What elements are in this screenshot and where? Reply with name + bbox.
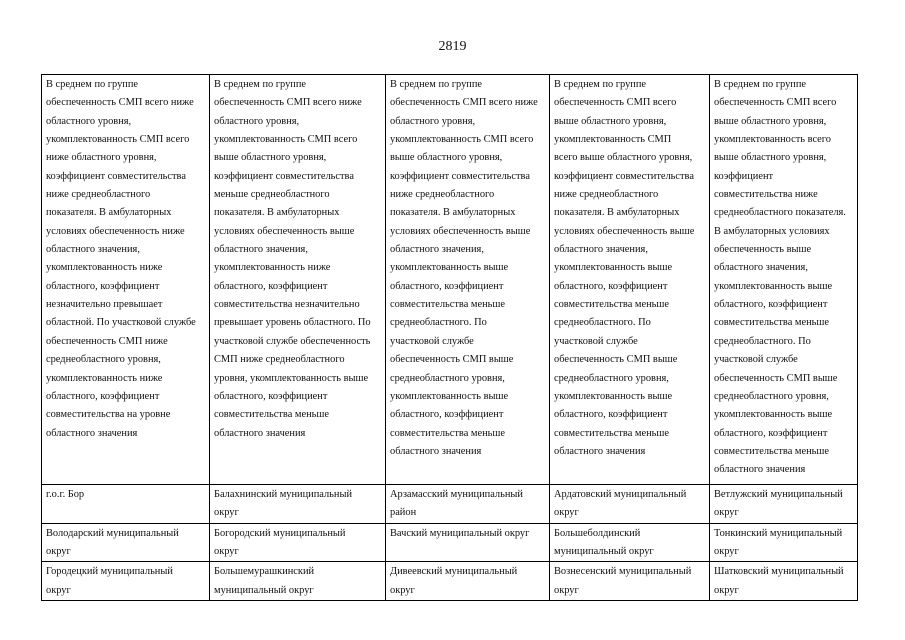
- cell-text-line: Арзамасский муниципальный: [390, 489, 523, 500]
- cell-text-line: ниже среднеобластного: [46, 189, 151, 201]
- cell-text-line: областной. По участковой службе: [46, 317, 196, 329]
- cell-text-line: областного, коэффициент: [390, 280, 504, 292]
- cell-text-line: совместительства ниже: [714, 189, 818, 201]
- district-cell: [386, 562, 550, 601]
- cell-text-line: условиях обеспеченность выше: [214, 225, 355, 237]
- cell-text-line: ниже среднеобластного: [554, 189, 659, 201]
- cell-text-line: В среднем по группе: [714, 79, 807, 90]
- cell-text-line: обеспеченность СМП всего: [554, 97, 677, 109]
- cell-text-line: муниципальный округ: [214, 584, 314, 596]
- cell-text-line: областного, коэффициент: [554, 409, 668, 421]
- cell-text-line: Дивеевский муниципальный: [390, 566, 518, 578]
- cell-text-line: областного, коэффициент: [46, 280, 160, 292]
- group-description-cell: [386, 75, 550, 485]
- cell-text-line: укомплектованность ниже: [214, 262, 331, 274]
- cell-text-line: Вачский муниципальный округ: [390, 527, 530, 539]
- cell-text-line: укомплектованность СМП всего: [214, 134, 358, 146]
- cell-text-line: условиях обеспеченность выше: [390, 225, 531, 237]
- group-description-cell: [42, 75, 210, 485]
- district-cell: [42, 562, 210, 601]
- cell-text-line: совместительства меньше: [214, 409, 330, 421]
- cell-text-line: округ: [714, 507, 739, 519]
- cell-text-line: выше областного уровня,: [214, 152, 327, 164]
- cell-text-line: показателя. В амбулаторных: [214, 207, 340, 219]
- district-cell: [42, 523, 210, 562]
- cell-text-line: совместительства меньше: [390, 427, 506, 439]
- cell-text-line: округ: [714, 546, 739, 558]
- cell-text-line: Городецкий муниципальный: [46, 566, 173, 578]
- cell-text-line: г.о.г. Бор: [46, 489, 85, 500]
- cell-text-line: обеспеченность СМП всего ниже: [390, 97, 538, 109]
- district-cell: [710, 523, 858, 562]
- cell-text-line: обеспеченность СМП всего: [714, 97, 837, 109]
- cell-text-line: выше областного уровня,: [390, 152, 503, 164]
- cell-text-line: среднеобластного. По: [554, 317, 651, 329]
- cell-text-line: областного уровня,: [390, 115, 476, 127]
- cell-text-line: укомплектованность всего: [714, 134, 831, 146]
- cell-text-line: среднеобластного показателя.: [714, 207, 846, 219]
- cell-text-line: обеспеченность СМП выше: [714, 372, 838, 384]
- cell-text-line: областного, коэффициент: [714, 299, 828, 311]
- cell-text-line: обеспеченность выше: [714, 244, 812, 256]
- cell-text-line: Большемурашкинский: [214, 566, 315, 578]
- cell-text-line: участковой службе обеспеченность: [214, 335, 371, 347]
- cell-text-line: СМП ниже среднеобластного: [214, 354, 345, 366]
- cell-text-line: укомплектованность СМП всего: [390, 134, 534, 146]
- cell-text-line: совместительства меньше: [714, 445, 830, 457]
- district-cell: [42, 485, 210, 524]
- cell-text-line: областного значения,: [714, 262, 808, 274]
- cell-text-line: областного уровня,: [46, 115, 132, 127]
- cell-text-line: областного значения: [390, 445, 482, 457]
- cell-text-line: Богородский муниципальный: [214, 527, 346, 539]
- cell-text-line: совместительства незначительно: [214, 299, 360, 311]
- district-cell: [550, 562, 710, 601]
- cell-text-line: ниже областного уровня,: [46, 152, 157, 164]
- cell-text-line: областного, коэффициент: [714, 427, 828, 439]
- cell-text-line: укомплектованность выше: [714, 409, 833, 421]
- cell-text-line: ниже среднеобластного: [390, 189, 495, 201]
- cell-text-line: областного значения: [214, 427, 306, 439]
- cell-text-line: В среднем по группе: [214, 79, 307, 90]
- cell-text-line: округ: [390, 584, 415, 596]
- cell-text-line: округ: [714, 584, 739, 596]
- cell-text-line: коэффициент совместительства: [554, 170, 694, 182]
- district-row: [42, 523, 858, 562]
- cell-text-line: областного, коэффициент: [214, 390, 328, 402]
- cell-text-line: Тонкинский муниципальный: [714, 527, 843, 539]
- cell-text-line: укомплектованность выше: [390, 262, 509, 274]
- district-cell: [550, 523, 710, 562]
- cell-text-line: Балахнинский муниципальный: [214, 489, 353, 500]
- cell-text-line: среднеобластного. По: [390, 317, 487, 329]
- cell-text-line: областного значения,: [214, 244, 308, 256]
- cell-text-line: совместительства меньше: [390, 299, 506, 311]
- cell-text-line: уровня, укомплектованность выше: [214, 372, 369, 384]
- cell-text-line: областного значения,: [46, 244, 140, 256]
- cell-text-line: незначительно превышает: [46, 299, 163, 311]
- cell-text-line: укомплектованность ниже: [46, 372, 163, 384]
- district-cell: [210, 523, 386, 562]
- cell-text-line: укомплектованность выше: [390, 390, 509, 402]
- cell-text-line: Шатковский муниципальный: [714, 566, 844, 578]
- cell-text-line: совместительства меньше: [554, 299, 670, 311]
- cell-text-line: коэффициент совместительства: [390, 170, 530, 182]
- cell-text-line: округ: [554, 507, 579, 519]
- district-cell: [210, 562, 386, 601]
- cell-text-line: В амбулаторных условиях: [714, 225, 830, 237]
- cell-text-line: участковой службе: [554, 335, 638, 347]
- cell-text-line: превышает уровень областного. По: [214, 317, 371, 329]
- cell-text-line: среднеобластного. По: [714, 335, 811, 347]
- district-cell: [386, 523, 550, 562]
- cell-text-line: совместительства меньше: [554, 427, 670, 439]
- cell-text-line: обеспеченность СМП выше: [390, 354, 514, 366]
- cell-text-line: округ: [214, 507, 239, 519]
- cell-text-line: район: [390, 507, 417, 519]
- cell-text-line: Володарский муниципальный: [46, 527, 179, 539]
- cell-text-line: муниципальный округ: [554, 546, 654, 558]
- cell-text-line: коэффициент совместительства: [214, 170, 354, 182]
- district-cell: [550, 485, 710, 524]
- district-row: [42, 485, 858, 524]
- cell-text-line: укомплектованность выше: [554, 262, 673, 274]
- cell-text-line: выше областного уровня,: [554, 115, 667, 127]
- cell-text-line: среднеобластного уровня,: [554, 372, 669, 384]
- cell-text-line: Большеболдинский: [554, 527, 641, 539]
- cell-text-line: показателя. В амбулаторных: [46, 207, 172, 219]
- page-number: 2819: [438, 39, 467, 54]
- cell-text-line: Ардатовский муниципальный: [554, 489, 687, 500]
- description-row: [42, 75, 858, 485]
- cell-text-line: округ: [554, 584, 579, 596]
- cell-text-line: условиях обеспеченность выше: [554, 225, 695, 237]
- cell-text-line: среднеобластного уровня,: [46, 354, 161, 366]
- cell-text-line: округ: [46, 546, 71, 558]
- cell-text-line: областного, коэффициент: [554, 280, 668, 292]
- cell-text-line: всего выше областного уровня,: [554, 152, 693, 164]
- district-cell: [710, 485, 858, 524]
- cell-text-line: округ: [214, 546, 239, 558]
- group-description-cell: [210, 75, 386, 485]
- cell-text-line: участковой службе: [390, 335, 474, 347]
- cell-text-line: областного значения: [46, 427, 138, 439]
- cell-text-line: областного, коэффициент: [214, 280, 328, 292]
- cell-text-line: совместительства меньше: [714, 317, 830, 329]
- groups-table: [41, 74, 858, 601]
- cell-text-line: условиях обеспеченность ниже: [46, 225, 185, 237]
- cell-text-line: Вознесенский муниципальный: [554, 566, 692, 578]
- cell-text-line: укомплектованность выше: [714, 280, 833, 292]
- cell-text-line: укомплектованность выше: [554, 390, 673, 402]
- cell-text-line: совместительства на уровне: [46, 409, 171, 421]
- cell-text-line: коэффициент совместительства: [46, 170, 186, 182]
- cell-text-line: обеспеченность СМП ниже: [46, 335, 168, 347]
- cell-text-line: обеспеченность СМП выше: [554, 354, 678, 366]
- cell-text-line: показателя. В амбулаторных: [554, 207, 680, 219]
- district-cell: [210, 485, 386, 524]
- cell-text-line: областного, коэффициент: [46, 390, 160, 402]
- cell-text-line: показателя. В амбулаторных: [390, 207, 516, 219]
- cell-text-line: В среднем по группе: [46, 79, 139, 90]
- cell-text-line: областного значения,: [554, 244, 648, 256]
- group-description-cell: [550, 75, 710, 485]
- group-description-cell: [710, 75, 858, 485]
- cell-text-line: В среднем по группе: [390, 79, 483, 90]
- cell-text-line: обеспеченность СМП всего ниже: [46, 97, 194, 109]
- cell-text-line: областного значения: [714, 464, 806, 476]
- cell-text-line: меньше среднеобластного: [214, 189, 330, 201]
- cell-text-line: областного уровня,: [214, 115, 300, 127]
- cell-text-line: укомплектованность ниже: [46, 262, 163, 274]
- cell-text-line: областного значения,: [390, 244, 484, 256]
- cell-text-line: Ветлужский муниципальный: [714, 489, 843, 500]
- cell-text-line: округ: [46, 584, 71, 596]
- cell-text-line: коэффициент: [714, 170, 774, 182]
- cell-text-line: обеспеченность СМП всего ниже: [214, 97, 362, 109]
- district-row: [42, 562, 858, 601]
- cell-text-line: среднеобластного уровня,: [390, 372, 505, 384]
- cell-text-line: областного, коэффициент: [390, 409, 504, 421]
- cell-text-line: выше областного уровня,: [714, 152, 827, 164]
- cell-text-line: выше областного уровня,: [714, 115, 827, 127]
- district-cell: [710, 562, 858, 601]
- cell-text-line: участковой службе: [714, 354, 798, 366]
- cell-text-line: укомплектованность СМП всего: [46, 134, 190, 146]
- district-cell: [386, 485, 550, 524]
- cell-text-line: В среднем по группе: [554, 79, 647, 90]
- cell-text-line: среднеобластного уровня,: [714, 390, 829, 402]
- cell-text-line: областного значения: [554, 445, 646, 457]
- cell-text-line: укомплектованность СМП: [554, 134, 672, 146]
